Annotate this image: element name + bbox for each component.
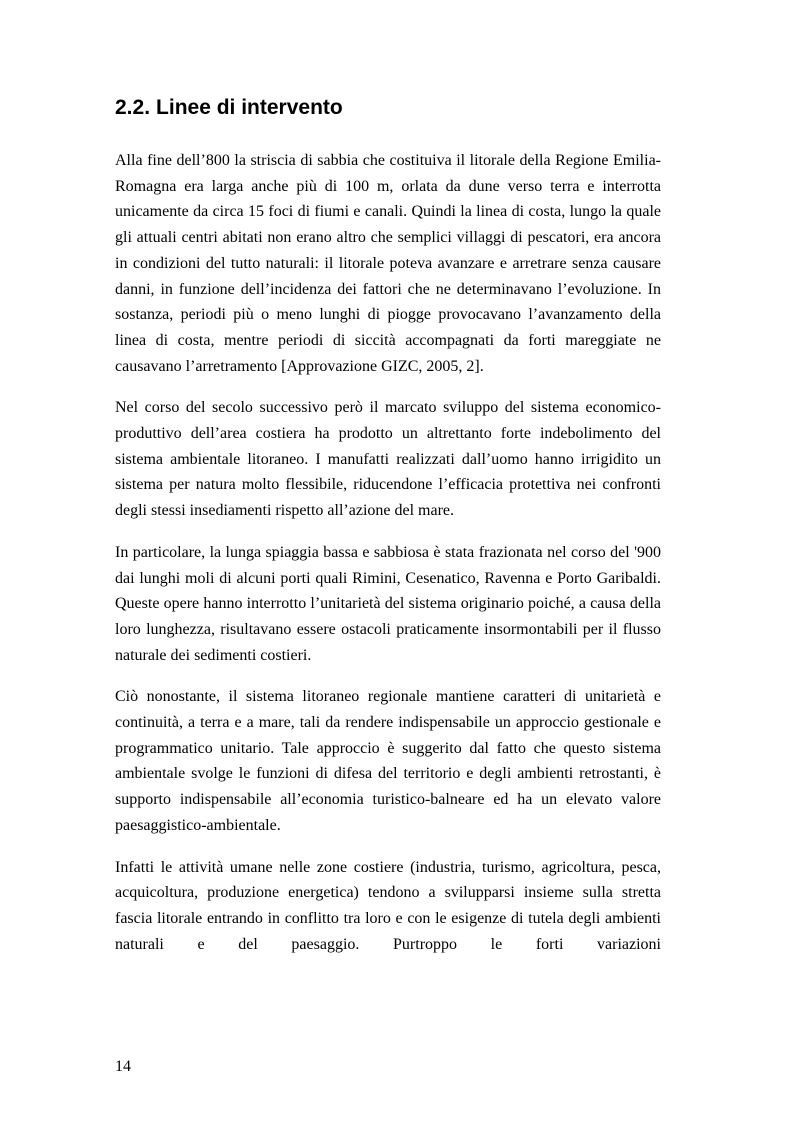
paragraph: Alla fine dell’800 la striscia di sabbia che costituiva il litorale della Regione Emilia-Romagna era larga anche più di 100 m, orlata da dune verso terra e interrotta unicamente da circa 15 foci di fiumi e canali. Quindi la linea di costa, lungo la quale gli attuali centri abitati non erano altro che semplici villaggi di pescatori, era ancora in condizioni del tutto naturali: il litorale poteva avanzare e arretrare senza causare danni, in funzione dell’incidenza dei fattori che ne determinavano l’evoluzione. In sostanza, periodi più o meno lunghi di piogge provocavano l’avanzamento della linea di costa, mentre periodi di siccità accompagnati da forti mareggiate ne causavano l’arretramento [Approvazione GIZC, 2005, 2].	[115, 152, 661, 375]
paragraph: Nel corso del secolo successivo però il marcato sviluppo del sistema economico-produttivo dell’area costiera ha prodotto un altrettanto forte indebolimento del sistema ambientale litoraneo. I manufatti realizzati dall’uomo hanno irrigidito un sistema per natura molto flessibile, riducendone l’efficacia protettiva nei confronti degli stessi insediamenti rispetto all’azione del mare.	[115, 399, 661, 520]
paragraph: Infatti le attività umane nelle zone costiere (industria, turismo, agricoltura, pesca, acquicoltura, produzione energetica) tendono a svilupparsi insieme sulla stretta fascia litorale entrando in conflitto tra loro e con le esigenze di tutela degli ambienti naturali e del paesaggio. Purtroppo le forti variazioni	[115, 858, 661, 953]
body-text	[115, 148, 661, 973]
section-heading	[115, 95, 343, 121]
section-number: 2.2.	[115, 96, 151, 119]
page-number: 14	[115, 1058, 131, 1075]
paragraph: In particolare, la lunga spiaggia bassa e sabbiosa è stata frazionata nel corso del '900 dai lunghi moli di alcuni porti quali Rimini, Cesenatico, Ravenna e Porto Garibaldi. Queste opere hanno interrotto l’unitarietà del sistema originario poiché, a causa della loro lunghezza, risultavano essere ostacoli praticamente insormontabili per il flusso naturale dei sedimenti costieri.	[115, 543, 661, 664]
paragraph: Ciò nonostante, il sistema litoraneo regionale mantiene caratteri di unitarietà e continuità, a terra e a mare, tali da rendere indispensabile un approccio gestionale e programmatico unitario. Tale approccio è suggerito dal fatto che questo sistema ambientale svolge le funzioni di difesa del territorio e degli ambienti retrostanti, è supporto indispensabile all’economia turistico-balneare ed ha un elevato valore paesaggistico-ambientale.	[115, 688, 661, 834]
section-title: Linee di intervento	[156, 96, 343, 119]
